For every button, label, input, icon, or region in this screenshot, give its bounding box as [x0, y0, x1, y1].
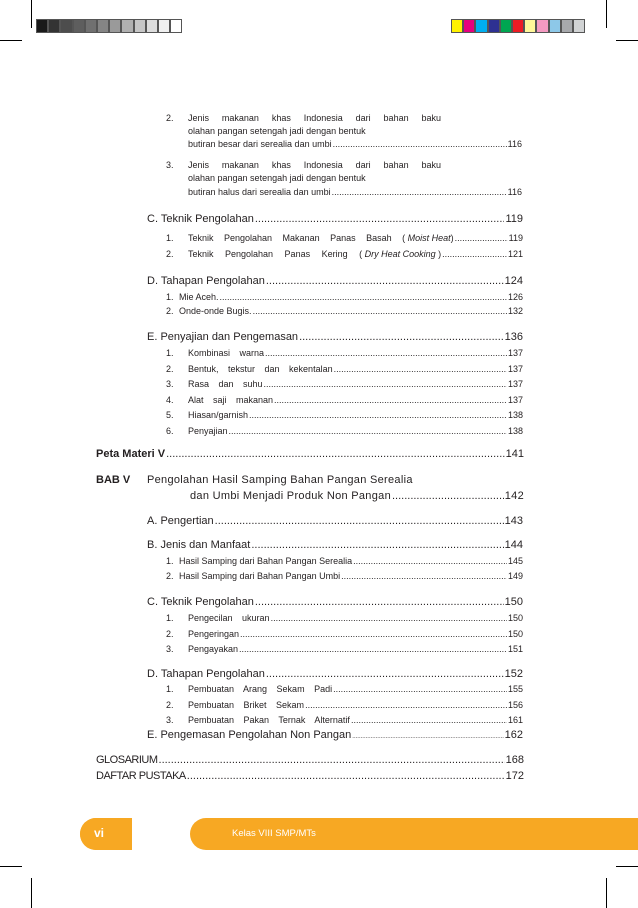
toc-section-c[interactable] [147, 596, 523, 608]
toc-subitem[interactable] [166, 715, 523, 725]
page-number-footer: vi [94, 826, 105, 840]
color-swatch [573, 19, 585, 33]
toc-section-b[interactable] [147, 539, 523, 551]
color-swatch [524, 19, 536, 33]
page-number: 138 [507, 410, 523, 421]
section-title: Peta Materi V [96, 448, 166, 460]
page-number: 156 [507, 699, 523, 710]
page-number: 136 [504, 331, 523, 343]
gray-swatch [109, 19, 121, 33]
leader-dots [274, 395, 507, 405]
page-number: 150 [507, 628, 523, 639]
page-number: 116 [507, 187, 522, 197]
chapter-title: dan Umbi Menjadi Produk Non Pangan [190, 490, 391, 502]
color-swatch [500, 19, 512, 33]
color-swatch [488, 19, 500, 33]
toc-subitem[interactable] [166, 644, 523, 654]
item-text-italic: Dry Heat Cooking [364, 249, 436, 259]
page-number: 119 [505, 213, 523, 225]
item-number: 3. [166, 715, 174, 726]
toc-subitem[interactable] [166, 410, 523, 420]
toc-chapter[interactable] [190, 490, 524, 502]
item-text: Alat saji makanan [188, 394, 274, 405]
toc-subitem[interactable] [166, 629, 523, 639]
crop-mark-bottom-left-v [31, 878, 32, 908]
item-number: 1. [166, 684, 174, 694]
section-title: DAFTAR PUSTAKA [96, 770, 186, 782]
item-text: Pengeringan [188, 628, 240, 639]
page-number: 116 [507, 139, 522, 149]
crop-mark-top-left-v [31, 0, 32, 28]
page-number: 138 [507, 426, 523, 436]
color-swatch [512, 19, 524, 33]
leader-dots [266, 275, 504, 287]
toc-subitem[interactable] [166, 395, 523, 405]
leader-dots [239, 644, 507, 654]
section-title: E. Penyajian dan Pengemasan [147, 331, 299, 343]
item-text: Pengecilan ukuran [188, 613, 270, 623]
grayscale-registration-bar [36, 19, 182, 33]
color-swatch [536, 19, 548, 33]
item-number: 2. [166, 306, 174, 316]
item-number: 2. [166, 628, 174, 639]
page-number: 152 [504, 668, 523, 680]
item-text-italic: Moist Heat [407, 233, 451, 243]
section-title: C. Teknik Pengolahan [147, 596, 254, 608]
page-number: 137 [507, 394, 523, 405]
section-title: GLOSARIUM [96, 754, 158, 766]
leader-dots [333, 139, 507, 149]
toc-subitem[interactable] [166, 700, 523, 710]
item-text: Rasa dan suhu [188, 379, 263, 390]
toc-daftar-pustaka[interactable] [96, 770, 524, 782]
item-number: 1. [166, 233, 174, 243]
toc-subitem[interactable] [166, 348, 523, 358]
leader-dots [305, 700, 507, 710]
leader-dots [455, 233, 508, 243]
section-title: A. Pengertian [147, 515, 214, 527]
toc-section-d[interactable] [147, 275, 523, 287]
footer-title: Kelas VIII SMP/MTs [232, 828, 316, 839]
leader-dots [266, 668, 504, 680]
item-text: Pengayakan [188, 644, 239, 655]
leader-dots [255, 596, 504, 608]
crop-mark-bottom-left-h [0, 866, 22, 867]
leader-dots [353, 556, 507, 566]
crop-mark-top-right-v [606, 0, 607, 28]
page-number: 145 [507, 556, 523, 566]
toc-section-c[interactable] [147, 213, 523, 225]
item-number: 2. [166, 363, 174, 374]
gray-swatch [121, 19, 133, 33]
page-number: 126 [507, 292, 523, 302]
item-number: 2. [166, 699, 174, 710]
item-text: Pembuatan Pakan Ternak Alternatif [188, 715, 350, 726]
gray-swatch [36, 19, 48, 33]
toc-subitem[interactable] [166, 306, 523, 316]
item-text: Jenis makanan khas Indonesia dari bahan baku [188, 113, 441, 123]
item-text: Jenis makanan khas Indonesia dari bahan baku [188, 160, 441, 170]
leader-dots [333, 684, 507, 694]
leader-dots [187, 770, 505, 782]
toc-subitem[interactable] [166, 571, 523, 581]
item-number: 4. [166, 394, 174, 405]
leader-dots [251, 539, 503, 551]
item-text: Penyajian [188, 426, 228, 436]
crop-mark-top-left-h [0, 40, 22, 41]
page-number: 162 [504, 729, 523, 741]
item-text: olahan pangan setengah jadi dengan bentuk [188, 173, 366, 183]
page-number: 124 [504, 275, 523, 287]
crop-mark-top-right-h [616, 40, 638, 41]
page-number: 149 [507, 571, 523, 581]
leader-dots [271, 613, 507, 623]
color-swatch [561, 19, 573, 33]
toc-section-d[interactable] [147, 668, 523, 680]
color-registration-bar [451, 19, 585, 33]
item-text: Hiasan/garnish [188, 410, 249, 421]
item-number: 3. [166, 644, 174, 655]
page-number: 155 [507, 684, 523, 694]
item-number: 6. [166, 426, 174, 436]
color-swatch [475, 19, 487, 33]
toc-subitem[interactable] [166, 684, 523, 694]
page-number: 172 [505, 770, 524, 782]
leader-dots [341, 571, 507, 581]
item-text: Mie Aceh. [179, 292, 219, 302]
leader-dots [265, 348, 507, 358]
leader-dots [215, 515, 504, 527]
gray-swatch [85, 19, 97, 33]
leader-dots [299, 331, 504, 343]
section-title: D. Tahapan Pengolahan [147, 668, 265, 680]
item-text: Hasil Samping dari Bahan Pangan Serealia [179, 556, 353, 566]
item-text: Pembuatan Briket Sekam [188, 699, 305, 710]
leader-dots [166, 448, 505, 460]
toc-subitem[interactable] [166, 364, 523, 374]
page-number: 137 [507, 348, 523, 358]
toc-subitem[interactable] [166, 233, 523, 243]
toc-glosarium[interactable] [96, 754, 524, 766]
chapter-title: Pengolahan Hasil Samping Bahan Pangan Serealia [147, 474, 413, 486]
item-number: 1. [166, 348, 174, 358]
color-swatch [463, 19, 475, 33]
leader-dots [442, 249, 507, 259]
page-number: 121 [507, 249, 523, 259]
page-number: 119 [508, 233, 523, 243]
item-text: butiran besar dari serealia dan umbi [188, 139, 332, 149]
gray-swatch [170, 19, 182, 33]
item-number: 2. [166, 113, 174, 123]
item-text: Teknik Pengolahan Panas Kering ( [188, 249, 363, 259]
item-number: 1. [166, 556, 174, 566]
toc-subitem[interactable] [166, 426, 523, 436]
item-text: ) [450, 233, 454, 243]
leader-dots [332, 187, 507, 197]
section-title: C. Teknik Pengolahan [147, 213, 254, 225]
chapter-label: BAB V [96, 474, 131, 486]
leader-dots [255, 213, 505, 225]
leader-dots [351, 715, 507, 725]
item-text: Onde-onde Bugis. [179, 306, 252, 316]
leader-dots [334, 364, 507, 374]
leader-dots [264, 379, 507, 389]
color-swatch [451, 19, 463, 33]
leader-dots [240, 629, 507, 639]
leader-dots [249, 410, 507, 420]
gray-swatch [73, 19, 85, 33]
gray-swatch [158, 19, 170, 33]
item-text: ) [438, 249, 442, 259]
item-text: Bentuk, tekstur dan kekentalan [188, 363, 333, 374]
item-text: butiran halus dari serealia dan umbi [188, 187, 331, 197]
toc-subitem[interactable] [166, 292, 523, 302]
page-number: 141 [505, 448, 524, 460]
gray-swatch [97, 19, 109, 33]
page-number: 150 [507, 613, 523, 623]
gray-swatch [48, 19, 60, 33]
item-number: 5. [166, 410, 174, 421]
footer-page-tab [80, 818, 132, 850]
item-number: 1. [166, 292, 174, 302]
toc-subitem[interactable] [166, 379, 523, 389]
page-number: 168 [505, 754, 524, 766]
crop-mark-bottom-right-h [616, 866, 638, 867]
item-number: 3. [166, 160, 174, 170]
item-text: Pembuatan Arang Sekam Padi [188, 684, 333, 694]
toc-section-e[interactable] [147, 331, 523, 343]
page-number: 137 [507, 363, 523, 374]
page-number: 137 [507, 379, 523, 390]
toc-subitem[interactable] [166, 613, 523, 623]
leader-dots [253, 306, 507, 316]
item-text: Teknik Pengolahan Makanan Panas Basah ( [188, 233, 406, 243]
toc-peta-materi[interactable] [96, 448, 524, 460]
section-title: B. Jenis dan Manfaat [147, 539, 251, 551]
crop-mark-bottom-right-v [606, 878, 607, 908]
color-swatch [549, 19, 561, 33]
toc-subitem[interactable] [166, 249, 523, 259]
item-text: Kombinasi warna [188, 348, 265, 358]
toc-section-a[interactable] [147, 515, 523, 527]
gray-swatch [146, 19, 158, 33]
leader-dots [392, 490, 504, 502]
item-number: 2. [166, 571, 174, 581]
leader-dots [220, 292, 507, 302]
section-title: E. Pengemasan Pengolahan Non Pangan [147, 729, 352, 741]
item-number: 1. [166, 613, 174, 623]
leader-dots [159, 754, 505, 766]
leader-dots [229, 426, 507, 436]
page-number: 143 [504, 515, 523, 527]
gray-swatch [60, 19, 72, 33]
leader-dots [352, 734, 503, 740]
toc-subitem[interactable] [166, 556, 523, 566]
gray-swatch [134, 19, 146, 33]
page-number: 151 [507, 644, 523, 655]
item-text: Hasil Samping dari Bahan Pangan Umbi [179, 571, 341, 581]
page-number: 150 [504, 596, 523, 608]
item-number: 3. [166, 379, 174, 390]
item-number: 2. [166, 249, 174, 259]
page-number: 132 [507, 306, 523, 316]
section-title: D. Tahapan Pengolahan [147, 275, 265, 287]
page-number: 142 [504, 490, 524, 502]
toc-section-e[interactable] [147, 729, 523, 741]
page-number: 161 [507, 715, 523, 726]
item-text: olahan pangan setengah jadi dengan bentuk [188, 126, 366, 136]
page-number: 144 [504, 539, 523, 551]
